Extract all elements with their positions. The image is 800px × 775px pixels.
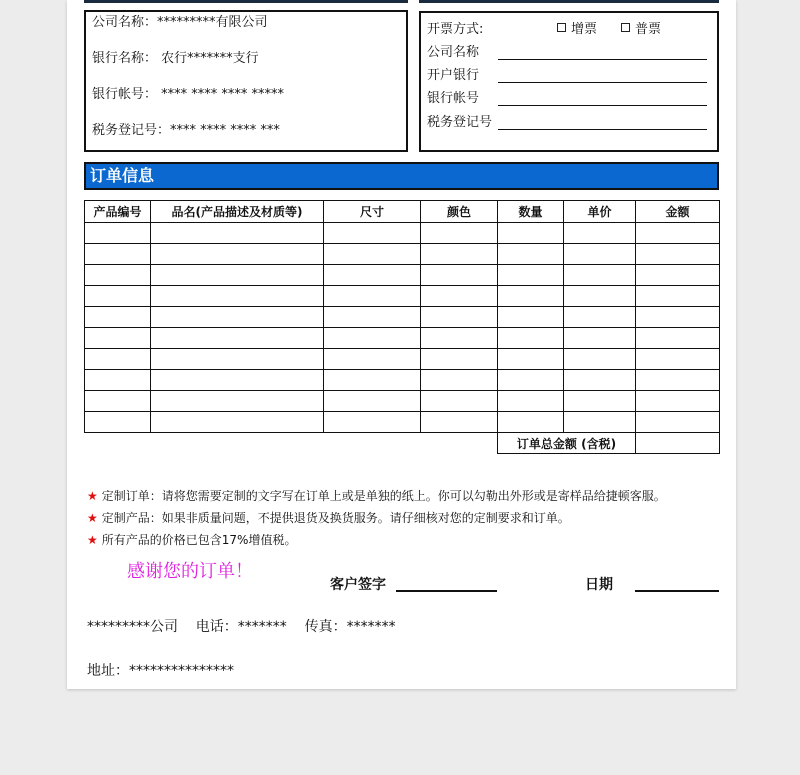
- table-cell[interactable]: [498, 391, 564, 412]
- invoice-bank-field[interactable]: [498, 66, 707, 83]
- notes-list: [87, 487, 666, 553]
- table-cell[interactable]: [151, 328, 324, 349]
- table-cell[interactable]: [421, 307, 498, 328]
- table-cell[interactable]: [498, 412, 564, 433]
- note-item: [87, 509, 666, 531]
- checkbox-icon: [621, 23, 630, 32]
- table-cell[interactable]: [85, 391, 151, 412]
- table-cell[interactable]: [498, 265, 564, 286]
- table-cell[interactable]: [151, 349, 324, 370]
- top-border-left: [84, 0, 408, 3]
- table-cell[interactable]: [151, 307, 324, 328]
- star-icon: ★: [87, 489, 98, 503]
- table-cell[interactable]: [564, 412, 636, 433]
- table-cell[interactable]: [636, 244, 720, 265]
- table-cell[interactable]: [636, 412, 720, 433]
- table-cell[interactable]: [421, 391, 498, 412]
- vat-invoice-label: 增票: [571, 22, 598, 37]
- order-table-body: [85, 223, 720, 454]
- table-cell[interactable]: [151, 370, 324, 391]
- order-info-header: 订单信息: [84, 162, 719, 190]
- col-unit-price: 单价: [564, 201, 636, 223]
- top-border-right: [419, 0, 719, 3]
- table-cell[interactable]: [564, 370, 636, 391]
- table-row: [85, 265, 720, 286]
- table-cell[interactable]: [85, 265, 151, 286]
- seller-company: 公司名称：*********有限公司: [92, 15, 268, 30]
- invoice-type-label: 开票方式:: [427, 22, 484, 37]
- table-cell[interactable]: [324, 349, 421, 370]
- invoice-tax-field[interactable]: [498, 113, 707, 130]
- table-cell[interactable]: [85, 370, 151, 391]
- col-quantity: 数量: [498, 201, 564, 223]
- col-amount: 金额: [636, 201, 720, 223]
- note-item: [87, 531, 666, 553]
- table-cell[interactable]: [636, 391, 720, 412]
- table-cell[interactable]: [498, 244, 564, 265]
- table-cell[interactable]: [421, 286, 498, 307]
- col-size: 尺寸: [324, 201, 421, 223]
- table-cell[interactable]: [636, 307, 720, 328]
- col-product-name: 品名(产品描述及材质等): [151, 201, 324, 223]
- table-cell[interactable]: [324, 370, 421, 391]
- table-cell[interactable]: [421, 265, 498, 286]
- table-cell[interactable]: [324, 244, 421, 265]
- seller-info-box: [84, 10, 408, 152]
- table-cell[interactable]: [498, 307, 564, 328]
- table-cell[interactable]: [636, 349, 720, 370]
- table-cell[interactable]: [151, 265, 324, 286]
- table-cell[interactable]: [564, 307, 636, 328]
- star-icon: ★: [87, 511, 98, 525]
- normal-invoice-checkbox[interactable]: [621, 18, 661, 37]
- table-cell[interactable]: [636, 370, 720, 391]
- table-cell[interactable]: [421, 412, 498, 433]
- col-color: 颜色: [421, 201, 498, 223]
- customer-signature-field[interactable]: [396, 590, 497, 592]
- table-row: [85, 349, 720, 370]
- table-cell[interactable]: [151, 223, 324, 244]
- table-cell[interactable]: [564, 391, 636, 412]
- note-text: 定制订单：请将您需要定制的文字写在订单上或是单独的纸上。你可以勾勒出外形或是寄样品给捷顿客服。: [101, 489, 666, 503]
- checkbox-icon: [557, 23, 566, 32]
- table-cell[interactable]: [564, 328, 636, 349]
- invoice-account-label: 银行帐号: [427, 91, 480, 106]
- table-cell[interactable]: [421, 349, 498, 370]
- table-row: [85, 286, 720, 307]
- star-icon: ★: [87, 533, 98, 547]
- table-row: [85, 223, 720, 244]
- table-cell[interactable]: [324, 307, 421, 328]
- invoice-bank-label: 开户银行: [427, 68, 480, 83]
- table-row: [85, 370, 720, 391]
- total-row: [85, 433, 720, 454]
- seller-tax-id: 税务登记号：**** **** **** ***: [92, 123, 280, 138]
- table-row: [85, 391, 720, 412]
- thank-you-text: 感谢您的订单！: [127, 561, 253, 582]
- order-total-label: 订单总金额 (含税): [498, 433, 636, 454]
- company-contact: *********公司 电话：******* 传真：*******: [87, 619, 396, 635]
- table-cell[interactable]: [324, 286, 421, 307]
- empty-cell: [421, 433, 498, 454]
- date-label: 日期: [585, 577, 613, 593]
- table-cell[interactable]: [85, 286, 151, 307]
- table-row: [85, 307, 720, 328]
- table-cell[interactable]: [85, 349, 151, 370]
- table-cell[interactable]: [498, 286, 564, 307]
- invoice-account-field[interactable]: [498, 89, 707, 106]
- company-address: 地址：***************: [87, 663, 234, 679]
- customer-signature-label: 客户签字: [330, 577, 386, 593]
- table-cell[interactable]: [85, 328, 151, 349]
- table-cell[interactable]: [324, 412, 421, 433]
- table-cell[interactable]: [636, 286, 720, 307]
- table-cell[interactable]: [564, 265, 636, 286]
- table-row: [85, 328, 720, 349]
- table-cell[interactable]: [498, 370, 564, 391]
- table-cell[interactable]: [564, 244, 636, 265]
- table-cell[interactable]: [636, 265, 720, 286]
- table-cell[interactable]: [151, 286, 324, 307]
- note-text: 所有产品的价格已包含17%增值税。: [101, 533, 297, 547]
- invoice-tax-label: 税务登记号: [427, 115, 493, 130]
- table-header-row: [85, 201, 720, 223]
- invoice-info-box: [419, 11, 719, 152]
- table-cell[interactable]: [324, 328, 421, 349]
- table-cell[interactable]: [324, 265, 421, 286]
- table-cell[interactable]: [421, 223, 498, 244]
- order-table: [84, 200, 720, 454]
- seller-bank: 银行名称： 农行*******支行: [92, 51, 259, 66]
- empty-cell: [85, 433, 151, 454]
- order-total-value[interactable]: [636, 433, 720, 454]
- table-cell[interactable]: [636, 328, 720, 349]
- table-row: [85, 244, 720, 265]
- invoice-company-label: 公司名称: [427, 45, 480, 60]
- col-product-code: 产品编号: [85, 201, 151, 223]
- vat-invoice-checkbox[interactable]: [557, 18, 597, 37]
- table-cell[interactable]: [151, 412, 324, 433]
- table-cell[interactable]: [498, 328, 564, 349]
- table-cell[interactable]: [636, 223, 720, 244]
- table-cell[interactable]: [85, 223, 151, 244]
- table-cell[interactable]: [85, 307, 151, 328]
- table-cell[interactable]: [421, 370, 498, 391]
- table-cell[interactable]: [564, 223, 636, 244]
- empty-cell: [324, 433, 421, 454]
- date-field[interactable]: [635, 590, 719, 592]
- table-cell[interactable]: [564, 286, 636, 307]
- table-cell[interactable]: [498, 349, 564, 370]
- note-text: 定制产品：如果非质量问题，不提供退货及换货服务。请仔细核对您的定制要求和订单。: [101, 511, 570, 525]
- note-item: [87, 487, 666, 509]
- table-row: [85, 412, 720, 433]
- table-cell[interactable]: [324, 223, 421, 244]
- empty-cell: [151, 433, 324, 454]
- table-cell[interactable]: [324, 391, 421, 412]
- table-cell[interactable]: [498, 223, 564, 244]
- table-cell[interactable]: [564, 349, 636, 370]
- table-cell[interactable]: [85, 244, 151, 265]
- normal-invoice-label: 普票: [635, 22, 662, 37]
- table-cell[interactable]: [151, 391, 324, 412]
- table-cell[interactable]: [421, 328, 498, 349]
- table-cell[interactable]: [85, 412, 151, 433]
- seller-account: 银行帐号： **** **** **** *****: [92, 87, 285, 102]
- table-cell[interactable]: [151, 244, 324, 265]
- table-cell[interactable]: [421, 244, 498, 265]
- invoice-company-field[interactable]: [498, 43, 707, 60]
